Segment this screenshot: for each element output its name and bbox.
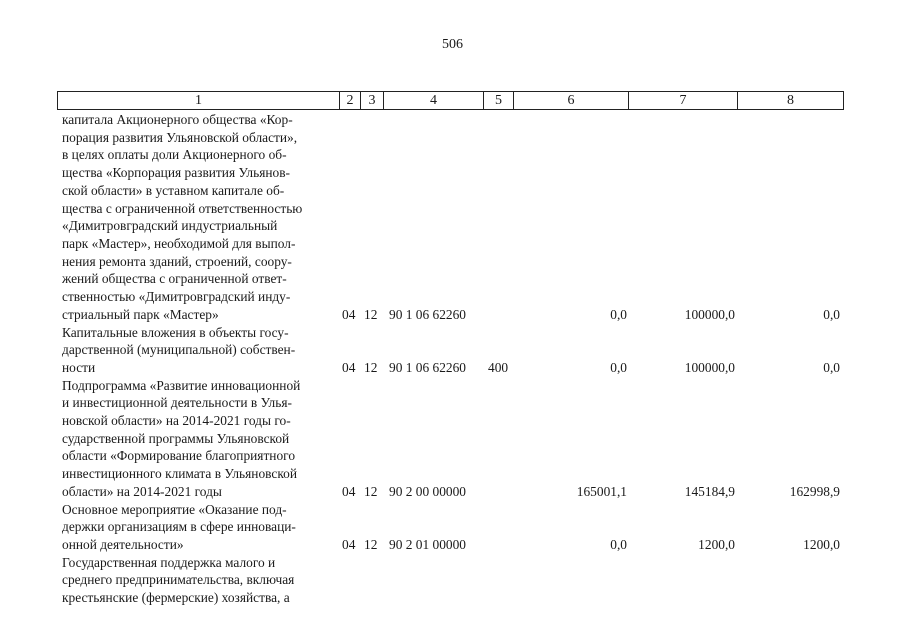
- header-col-8: 8: [737, 91, 844, 110]
- cell-subsection: 12: [364, 483, 378, 499]
- cell-amount-8: 1200,0: [803, 536, 840, 552]
- row-description: капитала Акционерного общества «Кор- порация развития Ульяновской области», в целях оплаты доли Акционерного об- щества «Корпорация развития Ульянов- ской области» в уставном капитале об- щества с ограниченной ответственностью «Димитровградский индустриальный парк «Мастер», необходимой для выпол- нения ремонта зданий, строений, соору- жений общества с ограниченной ответ- ственностью «Димитровградский инду- стриальный парк «Мастер»: [62, 112, 303, 322]
- cell-amount-7: 100000,0: [684, 306, 735, 322]
- cell-target-code: 90 2 00 00000: [389, 483, 466, 499]
- cell-subsection: 12: [364, 306, 378, 322]
- cell-target-code: 90 2 01 00000: [389, 536, 466, 552]
- cell-expense-type: 400: [488, 359, 509, 375]
- cell-amount-8: 162998,9: [789, 483, 840, 499]
- header-col-5: 5: [483, 91, 514, 110]
- cell-amount-6: 0,0: [610, 306, 627, 322]
- cell-amount-8: 0,0: [823, 359, 840, 375]
- cell-amount-7: 100000,0: [684, 359, 735, 375]
- cell-section: 04: [342, 536, 356, 552]
- header-col-1: 1: [57, 91, 340, 110]
- cell-subsection: 12: [364, 359, 378, 375]
- cell-amount-6: 165001,1: [576, 483, 627, 499]
- row-description: Основное мероприятие «Оказание под- держки организациям в сфере инноваци- онной деятельности»: [62, 501, 296, 552]
- header-col-6: 6: [513, 91, 629, 110]
- cell-amount-7: 145184,9: [684, 483, 735, 499]
- page-number: 506: [442, 37, 463, 52]
- header-col-3: 3: [360, 91, 384, 110]
- header-col-4: 4: [383, 91, 484, 110]
- row-description: Капитальные вложения в объекты госу- дарственной (муниципальной) собствен- ности: [62, 324, 296, 375]
- cell-amount-6: 0,0: [610, 359, 627, 375]
- cell-amount-7: 1200,0: [698, 536, 735, 552]
- cell-section: 04: [342, 306, 356, 322]
- cell-section: 04: [342, 483, 356, 499]
- cell-amount-6: 0,0: [610, 536, 627, 552]
- cell-subsection: 12: [364, 536, 378, 552]
- row-description: Государственная поддержка малого и среднего предпринимательства, включая крестьянские (фермерские) хозяйства, а: [62, 554, 295, 605]
- header-col-7: 7: [628, 91, 738, 110]
- row-description: Подпрограмма «Развитие инновационной и инвестиционной деятельности в Улья- новской области» на 2014-2021 годы го- сударственной программы Ульяновской области «Формирование благоприятного инвестиционного климата в Ульяновской области» на 2014-2021 годы: [62, 377, 301, 499]
- cell-section: 04: [342, 359, 356, 375]
- cell-target-code: 90 1 06 62260: [389, 306, 466, 322]
- cell-amount-8: 0,0: [823, 306, 840, 322]
- cell-target-code: 90 1 06 62260: [389, 359, 466, 375]
- header-col-2: 2: [339, 91, 361, 110]
